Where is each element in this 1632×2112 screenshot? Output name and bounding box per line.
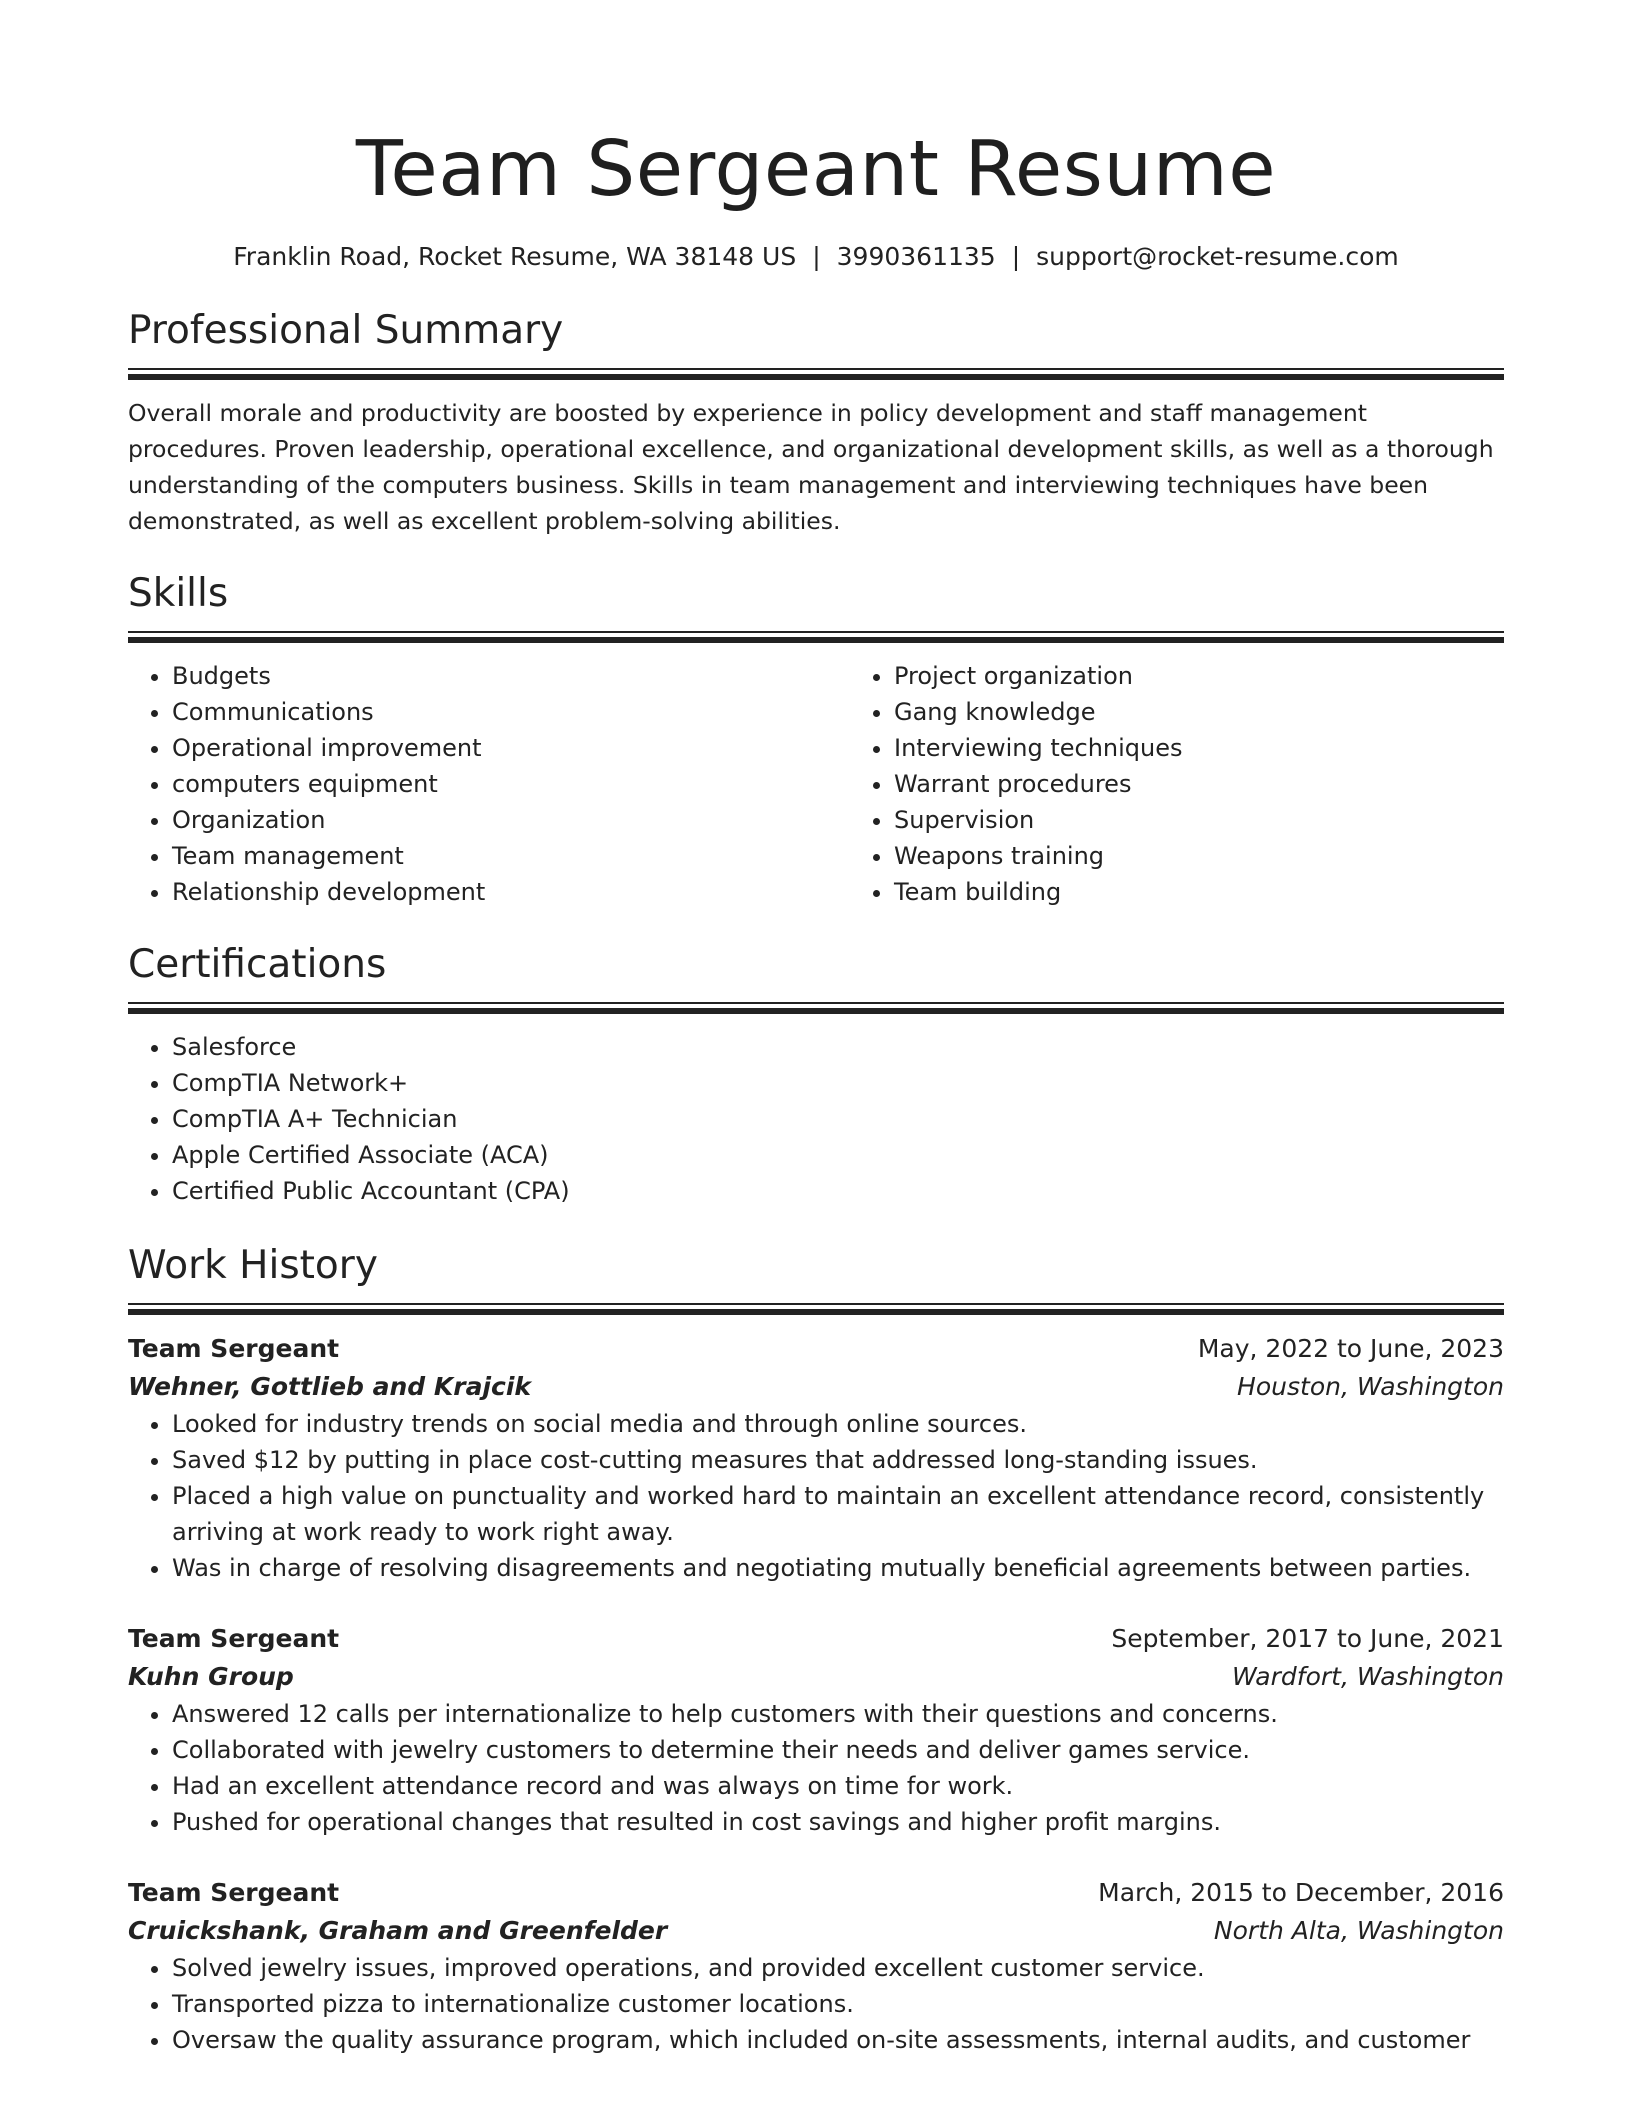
job-title: Team Sergeant [128, 1624, 340, 1653]
skills-list-right [850, 658, 1572, 910]
job-header [128, 1330, 1504, 1368]
skill-item: • Relationship development [172, 874, 850, 910]
summary-text: Overall morale and productivity are boosted by experience in policy development and staff management procedures. Proven leadership, operational excellence, and organizational development skills, as well as a thorough understanding of the computers business. Skills in team management and interviewing techniques have been demonstrated, as well as excellent problem-solving abilities. [128, 399, 1494, 535]
job-bullet: • Transported pizza to internationalize customer locations. [172, 1986, 1504, 2022]
skill-item: • Organization [172, 802, 850, 838]
job-title: Team Sergeant [128, 1334, 340, 1363]
job-bullets [128, 1696, 1504, 1840]
job-company: Cruickshank, Graham and Greenfelder [128, 1916, 668, 1945]
skill-item: • Interviewing techniques [894, 730, 1572, 766]
contact-separator: | [812, 242, 821, 271]
skills-heading: Skills [128, 571, 229, 616]
certifications-heading: Certifications [128, 942, 387, 987]
skill-item: • Communications [172, 694, 850, 730]
section-divider [128, 631, 1504, 644]
job-bullet: • Collaborated with jewelry customers to determine their needs and deliver games service. [172, 1732, 1504, 1768]
skills-section [128, 569, 1504, 910]
resume-name: Team Sergeant Resume [355, 125, 1277, 214]
job-company: Kuhn Group [128, 1662, 294, 1691]
job-bullet: • Placed a high value on punctuality and worked hard to maintain an excellent attendance record, consistently arriving at work ready to work right away. [172, 1478, 1504, 1550]
skill-item: • Operational improvement [172, 730, 850, 766]
certification-item: • CompTIA A+ Technician [172, 1101, 1504, 1137]
certification-item: • Salesforce [172, 1029, 1504, 1065]
resume-page [128, 0, 1504, 2058]
skill-item: • Team building [894, 874, 1572, 910]
certification-item: • CompTIA Network+ [172, 1065, 1504, 1101]
job-location: North Alta, Washington [1213, 1916, 1504, 1945]
job-entry [128, 1330, 1504, 1586]
job-header [128, 1874, 1504, 1912]
job-dates: September, 2017 to June, 2021 [1111, 1624, 1504, 1653]
job-bullet: • Was in charge of resolving disagreements and negotiating mutually beneficial agreements between parties. [172, 1550, 1504, 1586]
section-divider [128, 1303, 1504, 1316]
certification-item: • Apple Certified Associate (ACA) [172, 1137, 1504, 1173]
contact-address: Franklin Road, Rocket Resume, WA 38148 US [233, 242, 797, 271]
job-bullets [128, 1950, 1504, 2058]
job-bullet: • Pushed for operational changes that resulted in cost savings and higher profit margins. [172, 1804, 1504, 1840]
skill-item: • computers equipment [172, 766, 850, 802]
certifications-list [128, 1029, 1504, 1209]
contact-email: support@rocket-resume.com [1036, 242, 1399, 271]
job-bullet: • Answered 12 calls per internationalize to help customers with their questions and concerns. [172, 1696, 1504, 1732]
job-entry [128, 1874, 1504, 2058]
job-dates: May, 2022 to June, 2023 [1197, 1334, 1504, 1363]
work-history-heading: Work History [128, 1243, 378, 1288]
job-title: Team Sergeant [128, 1878, 340, 1907]
skills-grid [128, 658, 1504, 910]
skill-item: • Project organization [894, 658, 1572, 694]
contact-line [128, 240, 1504, 274]
contact-phone: 3990361135 [836, 242, 996, 271]
skill-item: • Supervision [894, 802, 1572, 838]
skill-item: • Warrant procedures [894, 766, 1572, 802]
job-bullet: • Solved jewelry issues, improved operations, and provided excellent customer service. [172, 1950, 1504, 1986]
summary-section [128, 306, 1504, 539]
job-subheader [128, 1368, 1504, 1406]
contact-separator: | [1011, 242, 1021, 271]
job-company: Wehner, Gottlieb and Krajcik [128, 1372, 532, 1401]
job-subheader [128, 1912, 1504, 1950]
certification-item: • Certified Public Accountant (CPA) [172, 1173, 1504, 1209]
skill-item: • Team management [172, 838, 850, 874]
certifications-section [128, 940, 1504, 1209]
job-subheader [128, 1658, 1504, 1696]
job-entry [128, 1620, 1504, 1840]
skill-item: • Weapons training [894, 838, 1572, 874]
job-header [128, 1620, 1504, 1658]
job-bullet: • Looked for industry trends on social media and through online sources. [172, 1406, 1504, 1442]
job-location: Wardfort, Washington [1231, 1662, 1504, 1691]
section-divider [128, 368, 1504, 381]
job-bullet: • Saved $12 by putting in place cost-cutting measures that addressed long-standing issues. [172, 1442, 1504, 1478]
job-bullet: • Oversaw the quality assurance program, which included on-site assessments, internal audits, and customer [172, 2022, 1504, 2058]
job-dates: March, 2015 to December, 2016 [1098, 1878, 1504, 1907]
job-bullets [128, 1406, 1504, 1586]
section-divider [128, 1002, 1504, 1015]
skills-list-left [128, 658, 850, 910]
skill-item: • Gang knowledge [894, 694, 1572, 730]
skill-item: • Budgets [172, 658, 850, 694]
summary-heading: Professional Summary [128, 308, 564, 353]
job-bullet: • Had an excellent attendance record and was always on time for work. [172, 1768, 1504, 1804]
job-location: Houston, Washington [1237, 1372, 1504, 1401]
work-history-section [128, 1241, 1504, 2058]
